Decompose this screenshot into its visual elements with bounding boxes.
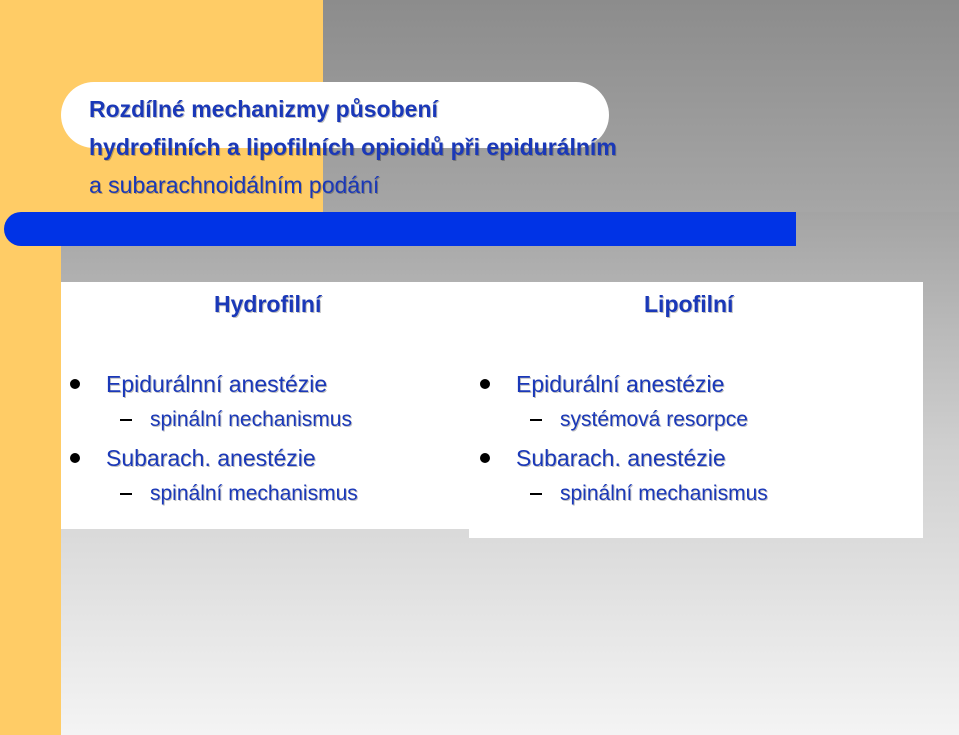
- sub-list-item-label: spinální mechanismus: [560, 482, 768, 505]
- hydrophilic-header: Hydrofilní: [214, 291, 322, 317]
- list-item-label: Subarach. anestézie: [106, 445, 316, 471]
- list-item-label: Epidurální anestézie: [516, 371, 725, 397]
- bullet-icon: [480, 453, 490, 463]
- list-item-label: Subarach. anestézie: [516, 445, 726, 471]
- dash-icon: [530, 493, 542, 495]
- sub-list-item-label: systémová resorpce: [560, 408, 748, 431]
- dash-icon: [120, 493, 132, 495]
- list-item-label: Epidurálnní anestézie: [106, 371, 328, 397]
- slide-title: [89, 90, 617, 204]
- dash-icon: [530, 419, 542, 421]
- title-line-3: a subarachnoidálním podání: [89, 172, 380, 198]
- dash-icon: [120, 419, 132, 421]
- title-line-2: hydrofilních a lipofilních opioidů při epidurálním: [89, 134, 617, 160]
- blue-divider-bar: [4, 212, 796, 246]
- bullet-icon: [480, 379, 490, 389]
- yellow-side-strip: [0, 0, 61, 735]
- lipophilic-header: Lipofilní: [644, 291, 734, 317]
- bullet-icon: [70, 379, 80, 389]
- sub-list-item-label: spinální nechanismus: [150, 408, 352, 431]
- title-line-1: Rozdílné mechanizmy působení: [89, 96, 438, 122]
- sub-list-item-label: spinální mechanismus: [150, 482, 358, 505]
- bullet-icon: [70, 453, 80, 463]
